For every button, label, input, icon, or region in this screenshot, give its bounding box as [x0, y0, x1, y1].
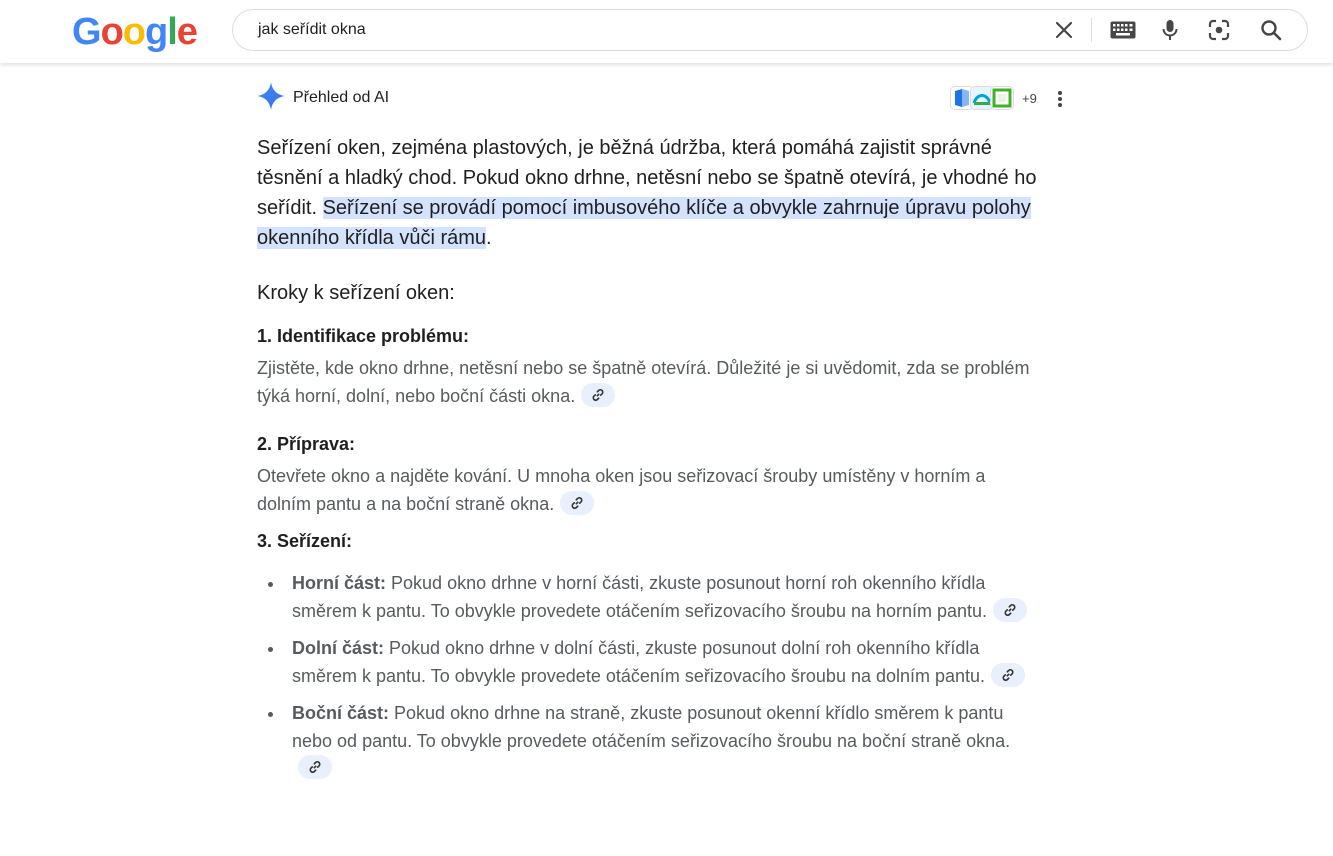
- ai-overview-header: [257, 84, 389, 112]
- google-logo[interactable]: Google: [72, 11, 197, 53]
- search-box[interactable]: [232, 9, 1308, 51]
- citation-link-icon[interactable]: [560, 491, 594, 515]
- citation-link-icon[interactable]: [581, 383, 615, 407]
- list-item: Boční část: Pokud okno drhne na straně, zkuste posunout okenní křídlo směrem k pantu nebo od pantu. To obvykle provedete otáčením seřizovacího šroubu na boční straně okna.: [257, 700, 1047, 783]
- lens-icon[interactable]: [1207, 18, 1231, 42]
- source-favicons[interactable]: [950, 86, 1037, 110]
- search-icon[interactable]: [1259, 18, 1283, 42]
- header: [0, 0, 1333, 63]
- step-1-text: Zjistěte, kde okno drhne, netěsní nebo se špatně otevírá. Důležité je si uvědomit, zda se problém týká horní, dolní, nebo boční části okna.: [257, 358, 1030, 406]
- microphone-icon[interactable]: [1158, 18, 1182, 42]
- highlighted-text: Seřízení se provádí pomocí imbusového klíče a obvykle zahrnuje úpravu polohy okenního křídla vůči rámu: [257, 197, 1031, 249]
- gemini-sparkle-icon: [257, 82, 285, 115]
- ai-overview-intro: Seřízení oken, zejména plastových, je běžná údržba, která pomáhá zajistit správné těsnění a hladký chod. Pokud okno drhne, netěsní nebo se špatně otevírá, je vhodné ho seřídit. Seřízení se provádí pomocí imbusového klíče a obvykle zahrnuje úpravu polohy okenního křídla vůči rámu.: [257, 137, 1037, 249]
- citation-link-icon[interactable]: [298, 755, 332, 779]
- clear-icon[interactable]: [1052, 18, 1076, 42]
- source-favicon-3[interactable]: [990, 86, 1014, 110]
- step-3-title: 3. Seřízení:: [257, 531, 353, 551]
- bullet-label: Horní část:: [292, 573, 387, 593]
- list-item: Horní část: Pokud okno drhne v horní části, zkuste posunout horní roh okenního křídla směrem k pantu. To obvykle provedete otáčením seřizovacího šroubu na horním pantu.: [257, 570, 1047, 625]
- search-input[interactable]: jak seřídit okna: [258, 21, 366, 38]
- search-divider: [1091, 18, 1092, 42]
- citation-link-icon[interactable]: [993, 598, 1027, 622]
- list-item: Dolní část: Pokud okno drhne v dolní části, zkuste posunout dolní roh okenního křídla směrem k pantu. To obvykle provedete otáčením seřizovacího šroubu na dolním pantu.: [257, 635, 1047, 690]
- steps-heading: Kroky k seřízení oken:: [257, 282, 455, 304]
- more-options-icon[interactable]: [1050, 88, 1070, 110]
- ai-overview-title: Přehled od AI: [293, 89, 390, 106]
- adjustment-list: [257, 570, 1047, 793]
- citation-link-icon[interactable]: [991, 663, 1025, 687]
- step-2-title: 2. Příprava:: [257, 434, 356, 454]
- step-2-text: Otevřete okno a najděte kování. U mnoha oken jsou seřizovací šrouby umístěny v horním a dolním pantu a na boční straně okna.: [257, 466, 986, 514]
- keyboard-icon[interactable]: [1109, 18, 1137, 42]
- bullet-label: Boční část:: [292, 703, 390, 723]
- step-1-title: 1. Identifikace problému:: [257, 326, 470, 346]
- more-sources-count[interactable]: +9: [1022, 90, 1037, 106]
- bullet-label: Dolní část:: [292, 638, 385, 658]
